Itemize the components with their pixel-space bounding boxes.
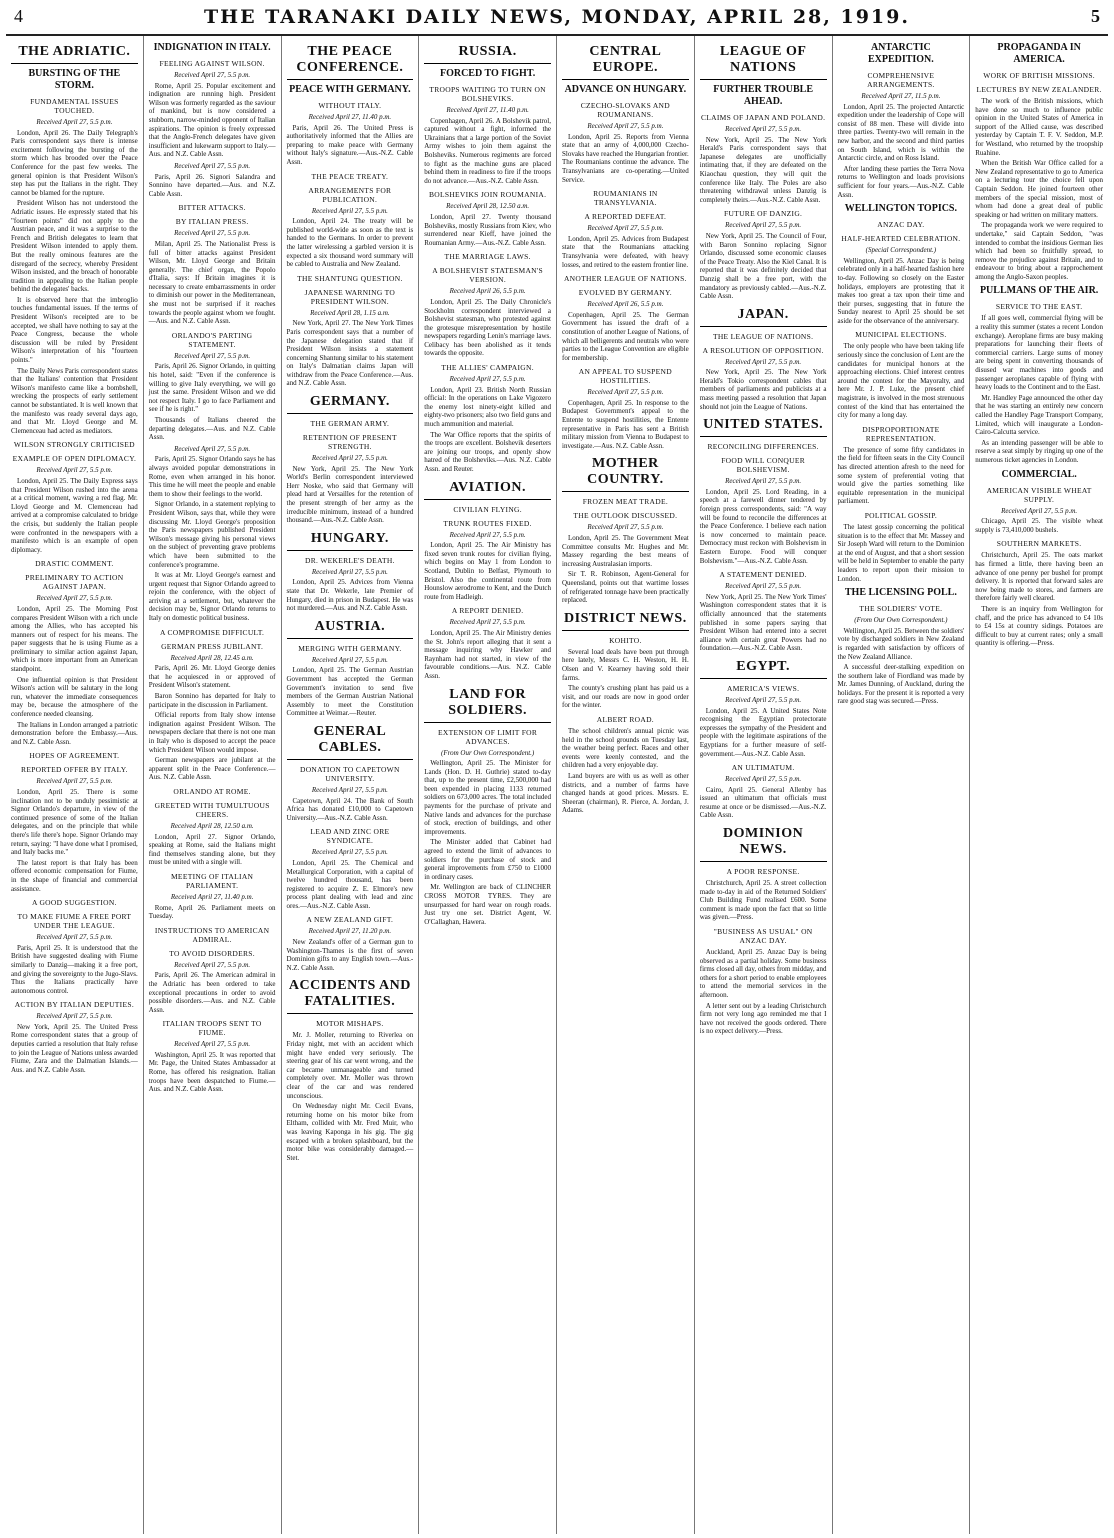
subheading: BOLSHEVIKS JOIN ROUMANIA. xyxy=(428,190,547,200)
column-6 xyxy=(695,36,833,1534)
subheading: THE OUTLOOK DISCUSSED. xyxy=(573,511,678,521)
article-paragraph: Milan, April 25. The Nationalist Press is full of bitter attacks against President Wilson, Mr. Lloyd George and Britain generally. The chief organ, the Popolo d'Italia, says: If Britain imagines it is necessary to create embarrassments in order to diminish our power in the Mediterranean, she must not be surprised if it reaches towards the people against whom we fought.—Aus. and N.Z. Cable Assn. xyxy=(148,239,276,326)
dateline: Received April 27, 5.5 p.m. xyxy=(311,567,388,576)
article-headline: PULLMANS OF THE AIR. xyxy=(979,285,1099,297)
dateline: Received April 27, 5.5 p.m. xyxy=(725,695,802,704)
subheading: ITALIAN TROOPS SENT TO FIUME. xyxy=(162,1019,262,1038)
subheading: PRELIMINARY TO ACTION AGAINST JAPAN. xyxy=(25,573,124,592)
dateline: Received April 27, 5.5 p.m. xyxy=(725,582,802,591)
subheading: SERVICE TO THE EAST. xyxy=(995,302,1083,312)
article-paragraph: London, April 25. The Chemical and Metallurgical Corporation, with a capital of twelve hundred thousand, has been registered to acquire Z. E. Elmore's new process plant dealing with lead and zinc ores.—Aus.-N.Z. Cable Assn. xyxy=(286,858,414,910)
subheading: MUNICIPAL ELECTIONS. xyxy=(855,330,947,340)
subheading: CZECHO-SLOVAKS AND ROUMANIANS. xyxy=(580,101,670,119)
subheading: EVOLVED BY GERMANY. xyxy=(578,288,672,298)
subheading: LEAD AND ZINC ORE SYNDICATE. xyxy=(310,827,390,846)
article-headline: FURTHER TROUBLE AHEAD. xyxy=(713,84,813,107)
subheading: A RESOLUTION OF OPPOSITION. xyxy=(702,345,824,355)
article-paragraph: London, April 25. The Government Meat Committee consults Mr. Hughes and Mr. Massey regarding the best means of increasing Australasian imports. xyxy=(562,534,689,568)
article-paragraph: Mr. Wellington are back of CLINCHER CROSS MOTOR TYRES. They are unsurpassed for hard wear on rough roads. Just try one set. District Agent, W. O'Callaghan, Hawera. xyxy=(424,883,551,926)
article-paragraph: London, April 25. Reports from Vienna state that an army of 4,000,000 Czecho-Slovaks have reached the Hungarian frontier. The Roumanians continue the advance. The Transylvanians are co-operating.—United Service. xyxy=(562,132,689,184)
dateline: Received April 26, 5.5 p.m. xyxy=(587,300,664,309)
article-paragraph: New York, April 25. The New York Herald's Tokio correspondent cables that members of parliaments and publicists at a mass meeting passed a resolution that Japan should not join the League of Nations. xyxy=(699,368,827,411)
article-paragraph: New York, April 27. The New York Times Paris correspondent says that a number of the Japanese delegation stated that if President Wilson insists a statement concerning Shantung similar to his statement on Italy's Dalmatian claims Japan will withdraw from the Peace Conference.—Aus. and N.Z. Cable Assn. xyxy=(286,319,414,388)
subheading: DONATION TO CAPETOWN UNIVERSITY. xyxy=(300,764,400,783)
subheading: A NEW ZEALAND GIFT. xyxy=(306,915,394,925)
article-paragraph: When the British War Office called for a New Zealand representative to go to America on a lecturing tour the choice fell upon Captain Seddon. He joined fourteen other members of the special mission, most of whom had done a great deal of public speaking or had written on military matters. xyxy=(975,159,1103,219)
article-paragraph: The only people who have been taking life seriously since the conclusion of Lent are the candidates for municipal honors at the approaching elections. Chief interest centres around the contest for the Mayoralty, and here Mr. J. P. Luke, the present chief magistrate, is involved in the most strenuous contest of the kind that has entertained the city for many a long day. xyxy=(837,342,965,420)
subheading: SOUTHERN MARKETS. xyxy=(996,539,1082,549)
subheading: ANOTHER LEAGUE OF NATIONS. xyxy=(563,274,687,284)
article-paragraph: Mr. Handley Page announced the other day that he was starting an entirely new concern called the Handley Page Transport Company, Limited, which will inaugurate a London-Cairo-Calcutta service. xyxy=(975,393,1103,437)
subheading: MERGING WITH GERMANY. xyxy=(298,643,402,653)
subheading: A REPORT DENIED. xyxy=(451,606,524,616)
article-headline: PROPAGANDA IN AMERICA. xyxy=(997,42,1081,65)
article-paragraph: Sir T. R. Robinson, Agent-General for Queensland, points out that wartime losses of refrigerated tonnage have been practically replaced. xyxy=(562,570,689,605)
article-paragraph: There is an inquiry from Wellington for chaff, and the price has advanced to £4 10s to £4 15s at country sidings. Potatoes are difficult to buy at current rates; only a small quantity is offering.—Press. xyxy=(975,604,1103,648)
article-paragraph: Paris, April 26. Signori Salandra and Sonnino have departed.—Aus. and N.Z. Cable Assn. xyxy=(148,172,276,198)
article-paragraph: London, April 25. The German Austrian Government has accepted the German Government's invitation to send five members of the German Austrian National Assembly to meet the Constitution Committee at Weimar.—Reuter. xyxy=(286,666,414,718)
subheading: THE SHANTUNG QUESTION. xyxy=(297,273,403,283)
article-paragraph: Washington, April 25. It was reported that Mr. Page, the United States Ambassador at Rome, has offered his resignation. Italian troops have been despatched to Fiume.—Aus. and N.Z. Cable Assn. xyxy=(148,1050,276,1094)
subheading: FROZEN MEAT TRADE. xyxy=(582,497,669,507)
article-paragraph: Copenhagen, April 25. The German Government has issued the draft of a constitution of another League of Nations, of which all belligerents and neutrals who were parties to the League Convention are eligible for membership. xyxy=(562,310,689,362)
subheading: JAPANESE WARNING TO PRESIDENT WILSON. xyxy=(304,287,396,306)
article-paragraph: The school children's annual picnic was held in the school grounds on Tuesday last, the weather being perfect. Races and other events were keenly contested, and the children had a very enjoyable day. xyxy=(562,726,689,770)
subheading: A REPORTED DEFEAT. xyxy=(584,212,667,222)
article-paragraph: New York, April 25. The New York World's Berlin correspondent interviewed Herr Noske, who said that Germany will plead hard at Versailles for the retention of the present strength of her army as the irreducible minimum, instead of a hundred thousand.—Aus.-N.Z. Cable Assn. xyxy=(286,464,414,525)
dateline: Received April 27, 5.5 p.m. xyxy=(36,466,113,475)
dateline: Received April 27, 5.5 p.m. xyxy=(311,848,388,857)
subheading: ROUMANIANS IN TRANSYLVANIA. xyxy=(593,189,658,208)
article-paragraph: London, April 25. A United States Note recognising the Egyptian protectorate expresses the sympathy of the President and people with the legitimate aspirations of the Egyptians for a further measure of self-government.—Aus.-N.Z. Cable Assn. xyxy=(699,706,827,758)
column-3 xyxy=(282,36,420,1534)
dateline: Received April 27, 5.5 p.m. xyxy=(311,454,388,463)
dateline: Received April 27, 5.5 p.m. xyxy=(174,161,251,170)
subheading: AN ULTIMATUM. xyxy=(731,763,795,773)
article-paragraph: Land buyers are with us as well as other districts, and a number of farms have changed hands at good prices. Messrs. E. Sheeran (chairman), R. Pierce, A. Jordan, J. Adams. xyxy=(562,771,689,815)
subheading: ACTION BY ITALIAN DEPUTIES. xyxy=(14,1000,135,1010)
dateline: Received April 27, 5.5 p.m. xyxy=(36,594,113,603)
dateline: Received April 27, 5.5 p.m. xyxy=(174,1040,251,1049)
subheading: TRUNK ROUTES FIXED. xyxy=(443,518,532,528)
column-2 xyxy=(144,36,282,1534)
dateline: Received April 27, 5.5 p.m. xyxy=(174,71,251,79)
subheading: ARRANGEMENTS FOR PUBLICATION. xyxy=(308,185,392,204)
article-paragraph: The War Office reports that the spirits of the troops are excellent. Bolshevik deserters are joining our troops, and openly show hatred of the Bolsheviks.—Aus. N.Z. Cable Assn. and Reuter. xyxy=(424,430,551,473)
article-paragraph: Signor Orlando, in a statement replying to President Wilson, says that, while they were discussing Mr. Lloyd George's proposition the Paris newspapers published President Wilson's message giving his personal views on the subject of preventing grave problems which have been submitted to the conference's programme. xyxy=(148,500,276,569)
dateline: Received April 28, 1.15 a.m. xyxy=(310,308,390,317)
section-headline: AVIATION. xyxy=(424,480,551,500)
dateline: Received April 27, 5.5 p.m. xyxy=(587,224,664,233)
article-paragraph: The Daily News Paris correspondent states that the Italians' contention that President Wilson's manifesto came like a bombshell, wrecking the prospects of early settlement cannot be substantiated. It is well known that the manifesto was ready several days ago, and that Mr. Lloyd George and M. Clemenceau had acted as mediators. xyxy=(11,366,138,435)
article-paragraph: London, April 25. Advices from Vienna state that Dr. Wekerle, late Premier of Hungary, died in prison in Budapest. He was not murdered.—Aus. and N.Z. Cable Assn. xyxy=(286,578,414,613)
subheading: A POOR RESPONSE. xyxy=(726,867,800,877)
dateline: Received April 27, 5.5 p.m. xyxy=(725,221,802,230)
article-paragraph: Paris, April 26. The United Press is authoritatively informed that the Allies are preparing to make peace with Germany without Italy's signature.—Aus.-N.Z. Cable Assn. xyxy=(286,123,414,166)
subheading: TO AVOID DISORDERS. xyxy=(169,948,255,958)
dateline: Received April 27, 5.5 p.m. xyxy=(36,1012,113,1021)
article-headline: INDIGNATION IN ITALY. xyxy=(153,42,271,53)
dateline: Received April 27, 5.5 p.m. xyxy=(587,388,664,397)
subheading: ANZAC DAY. xyxy=(877,220,925,230)
section-headline: DISTRICT NEWS. xyxy=(562,611,689,631)
article-paragraph: Wellington, April 25. The Minister for Lands (Hon. D. H. Guthrie) stated to-day that, up to the present time, £2,500,000 had been expended in placing 1133 returned soldiers on 673,000 acres. The total included payments for the purchase of private and Native lands and advances for the purchase of stock, erection of buildings, and other improvements. xyxy=(424,759,551,836)
section-headline: MOTHER COUNTRY. xyxy=(562,456,689,492)
section-headline: ACCIDENTS AND FATALITIES. xyxy=(287,978,414,1014)
section-headline: HUNGARY. xyxy=(287,531,414,551)
subheading: CIVILIAN FLYING. xyxy=(453,504,522,514)
subheading: AN APPEAL TO SUSPEND HOSTILITIES. xyxy=(578,367,672,386)
subheading: A COMPROMISE DIFFICULT. xyxy=(160,627,265,637)
section-headline: THE ADRIATIC. xyxy=(11,44,138,64)
subheading: ALBERT ROAD. xyxy=(596,714,654,724)
article-paragraph: The latest report is that Italy has been offered economic compensation for Fiume, in the shape of financial and commercial assistance. xyxy=(11,858,138,893)
article-paragraph: Cairo, April 25. General Allenby has issued an ultimatum that officials must resume at once or be dismissed.—Aus.-N.Z. Cable Assn. xyxy=(699,785,827,820)
article-paragraph: As an intending passenger will be able to reserve a seat simply by ringing up one of the numerous ticket agencies in London. xyxy=(975,438,1103,464)
page-number: 5 xyxy=(1091,6,1100,26)
dateline: Received April 27, 5.5 p.m. xyxy=(311,206,388,215)
dateline: Received April 27, 5.5 p.m. xyxy=(725,477,802,486)
dateline: (From Our Own Correspondent.) xyxy=(441,748,535,757)
dateline: Received April 27, 5.5 p.m. xyxy=(449,618,526,627)
article-paragraph: Wellington, April 25. Anzac Day is being celebrated only in a half-hearted fashion here to-day. Following so closely on the Easter holidays, employers are protesting that it makes too great a tax upon their time and their purses, suggesting that in future the Sunday nearest to April 25 should be set aside for the observance of the anniversary. xyxy=(837,256,965,325)
subheading: A GOOD SUGGESTION. xyxy=(31,898,117,908)
subheading: ORLANDO'S PARTING STATEMENT. xyxy=(171,330,253,349)
subheading: INSTRUCTIONS TO AMERICAN ADMIRAL. xyxy=(154,925,270,944)
column-7 xyxy=(833,36,971,1534)
article-paragraph: The work of the British missions, which have done so much to influence public opinion in the United States of America in support of the Allied cause, was described yesterday by Captain T. F. V. Seddon, M.P. for Westland, who returned by the troopship Ruahine. xyxy=(975,97,1103,157)
article-headline: WELLINGTON TOPICS. xyxy=(844,203,957,215)
subheading: FEELING AGAINST WILSON. xyxy=(159,59,265,68)
article-paragraph: New Zealand's offer of a German gun to Washington-Thames is the first of seven Dominion gifts to any English town.—Aus.-N.Z. Cable Assn. xyxy=(286,938,414,972)
article-headline: ANTARCTIC EXPEDITION. xyxy=(867,42,934,65)
dateline: Received April 27, 11.40 p.m. xyxy=(170,892,254,901)
dateline: Received April 27, 5.5 p.m. xyxy=(174,444,251,453)
dateline: (From Our Own Correspondent.) xyxy=(854,616,948,625)
section-headline: RUSSIA. xyxy=(424,44,551,64)
section-headline: AUSTRIA. xyxy=(287,619,414,639)
article-paragraph: London, April 25. The projected Antarctic expedition under the leadership of Cope will consist of 88 men. These will divide into three parties. Twenty-two will remain in the new harbor, and the second and third parties on South Island, which is within the Antarctic circle, and on Ross Island. xyxy=(837,102,965,163)
article-paragraph: London, April 25. The Air Ministry denies the St. John's report alleging that it sent a message inquiring why Hawker and Raynham had not started, in view of the favourable conditions.—Aus. N.Z. Cable Assn. xyxy=(424,628,551,680)
subheading: GREETED WITH TUMULTUOUS CHEERS. xyxy=(154,800,270,819)
dateline: Received April 27, 11.5 p.m. xyxy=(861,92,941,100)
subheading: MOTOR MISHAPS. xyxy=(316,1019,384,1029)
subheading: GERMAN PRESS JUBILANT. xyxy=(161,641,264,651)
article-paragraph: London, April 25. There is some inclination not to be unduly pessimistic at Signor Orlando's departure, in view of the continued presence of some of the Italian delegates, and on the principle that while there's life there's hope. Signor Orlando may return, saying: "I have done what I promised, and Italy backs me." xyxy=(11,788,138,857)
article-paragraph: Paris, April 26. Mr. Lloyd George denies that he acquiesced in or approved of President Wilson's statement. xyxy=(148,664,276,690)
subheading: THE PEACE TREATY. xyxy=(311,171,389,181)
subheading: "BUSINESS AS USUAL" ON ANZAC DAY. xyxy=(713,927,813,946)
dateline: Received April 27, 5.5 p.m. xyxy=(36,118,113,126)
dateline: Received April 27, 11.40 p.m. xyxy=(446,106,529,114)
section-headline: GERMANY. xyxy=(287,394,414,414)
article-paragraph: German newspapers are jubilant at the apparent split in the Peace Conference.—Aus. N.Z. Cable Assn. xyxy=(148,756,276,782)
dateline: Received April 28, 12.50 a.m. xyxy=(170,821,254,830)
masthead xyxy=(6,0,1108,36)
subheading: WITHOUT ITALY. xyxy=(318,101,382,110)
subheading: RECONCILING DIFFERENCES. xyxy=(707,442,819,452)
dateline: Received April 27, 5.5 p.m. xyxy=(587,122,664,130)
subheading: HOPES OF AGREEMENT. xyxy=(29,751,120,761)
subheading: THE MARRIAGE LAWS. xyxy=(444,252,531,262)
subheading: A BOLSHEVIST STATESMAN'S VERSION. xyxy=(432,266,543,285)
dateline: Received April 28, 12.45 a.m. xyxy=(170,653,254,662)
dateline: Received April 27, 5.5 p.m. xyxy=(725,357,802,366)
newspaper-title: THE TARANAKI DAILY NEWS, MONDAY, APRIL 28, 1919. xyxy=(204,6,910,28)
article-paragraph: Rome, April 26. Parliament meets on Tuesday. xyxy=(148,903,276,921)
subheading: EXTENSION OF LIMIT FOR ADVANCES. xyxy=(438,727,538,746)
subheading: ORLANDO AT ROME. xyxy=(173,786,251,796)
section-headline: GENERAL CABLES. xyxy=(287,724,414,760)
dateline: Received April 26, 5.5 p.m. xyxy=(449,287,526,296)
section-headline: LEAGUE OF NATIONS xyxy=(700,44,827,80)
subheading: THE ALLIES' CAMPAIGN. xyxy=(441,363,534,373)
article-paragraph: A letter sent out by a leading Christchurch firm not very long ago reminded me that I have not received the goods ordered. There is no expect delivery.—Press. xyxy=(699,1001,827,1036)
column-4 xyxy=(419,36,557,1534)
subheading: DR. WEKERLE'S DEATH. xyxy=(305,555,395,565)
article-paragraph: The latest gossip concerning the political situation is to the effect that Mr. Massey and Sir Joseph Ward will return to the Dominion at the end of August, and that a short session will be held in September to enable the party leaders to report upon their mission to London. xyxy=(837,522,965,583)
dateline: (Special Correspondent.) xyxy=(865,246,937,255)
subheading: FUNDAMENTAL ISSUES TOUCHED. xyxy=(30,97,119,115)
article-paragraph: President Wilson has not understood the Adriatic issues. He expressly stated that his "fourteen points" did not apply to the Austrian peace, and it was a surprise to the French and British delegates to learn that President Wilson intended to apply them. But the really ominous features are the disregard of the secrecy, whereby President Wilson insisted, and the breach of honorable tradition in appealing to the Italian people behind the delegates' backs. xyxy=(11,199,138,294)
article-paragraph: It is observed here that the imbroglio touches fundamental issues. If the terms of President Wilson's receipted are to be accepted, we shall have nothing to say at the Peace Congress, because the whole discussion will be ruled by President Wilson's interpretation of his "fourteen points." xyxy=(11,295,138,365)
subheading: BITTER ATTACKS. xyxy=(178,203,246,213)
article-paragraph: One influential opinion is that President Wilson's action will be salutary in the long run, whatever the immediate consequences may be, because the atmosphere of the conference needed cleansing. xyxy=(11,675,138,719)
article-headline: THE LICENSING POLL. xyxy=(844,587,957,599)
column-1 xyxy=(6,36,144,1534)
columns-container xyxy=(6,36,1108,1534)
subheading: WILSON STRONGLY CRITICISED xyxy=(13,440,135,450)
subheading: BY ITALIAN PRESS. xyxy=(175,217,249,227)
article-paragraph: Several load deals have been put through here lately, Messrs C. H. Weston, H. H. Olsen and V. Kearney having sold their farms. xyxy=(562,647,689,682)
dateline: Received April 27, 5.5 p.m. xyxy=(36,933,113,942)
article-paragraph: The county's crushing plant has paid us a visit, and our roads are now in good order for the winter. xyxy=(562,684,689,710)
article-paragraph: Copenhagen, April 26. A Bolshevik patrol, captured without a fight, informed the Ukrainians that a large portion of the Soviet Army wishes to join them against the Bolsheviks. Numerous regiments are forced to fight as the machine guns are placed behind them in readiness to fire if the troops do not advance.—Aus.-N.Z. Cable Assn. xyxy=(424,116,551,185)
article-paragraph: Paris, April 25. It is understood that the British have suggested dealing with Fiume similarly to Danzig—making it a free port, and giving the sovereignty to the Jugo-Slavs. Thus the Italians practically have autonomous control. xyxy=(11,943,138,995)
article-paragraph: Mr. J. Moller, returning to Riverlea on Friday night, met with an accident which might have ended very seriously. The steering gear of his car went wrong, and the car became unmanageable and turned completely over. Mr. Moller was thrown clear of the car and was rendered unconscious. xyxy=(286,1031,414,1100)
subheading: DRASTIC COMMENT. xyxy=(35,559,114,569)
article-paragraph: Thousands of Italians cheered the departing delegates.—Aus. and N.Z. Cable Assn. xyxy=(148,416,276,442)
dateline: Received April 27, 5.5 p.m. xyxy=(174,351,251,360)
dateline: Received April 28, 12.50 a.m. xyxy=(446,202,530,211)
article-headline: PEACE WITH GERMANY. xyxy=(289,84,411,95)
article-paragraph: If all goes well, commercial flying will be a reality this summer (states a recent London exchange). Aeroplane firms are busy making preparations for launching their fleets of commercial carriers. Large sums of money are being spent in converting thousands of disused war machines into goods and passenger aeroplanes capable of flying with heavy loads to the Continent and to the East. xyxy=(975,314,1103,392)
subheading: DISPROPORTIONATE REPRESENTATION. xyxy=(862,424,940,443)
subheading: HALF-HEARTED CELEBRATION. xyxy=(841,234,961,244)
article-paragraph: Paris, April 26. The American admiral in the Adriatic has been ordered to take exceptional precautions in order to avoid possible disorders.—Aus. and N.Z. Cable Assn. xyxy=(148,971,276,1014)
article-paragraph: After landing these parties the Terra Nova returns to Wellington and loads provisions sufficient for four years.—Aus.-N.Z. Cable Assn. xyxy=(837,164,965,199)
subheading: LECTURES BY NEW ZEALANDER. xyxy=(976,85,1102,94)
subheading: REPORTED OFFER BY ITALY. xyxy=(21,765,128,775)
dateline: Received April 27, 5.5 p.m. xyxy=(449,530,526,539)
article-paragraph: London, April 26. The Daily Telegraph's Paris correspondent says there is intense excitement following the bursting of the storm which has brooded over the Peace Conference for the past few weeks. The general opinion is that President Wilson's step has put the Italians in the right. They cannot be blamed for the rupture. xyxy=(11,128,138,197)
dateline: Received April 27, 11.20 p.m. xyxy=(308,927,392,936)
article-paragraph: The propaganda work we were required to undertake," said Captain Seddon, "was intended to combat the insidious German lies which had been so fruitfully spread, to remove the prejudice against Britain, and to endeavour to bring about a rapprochement among the Anglo-Saxon peoples. xyxy=(975,221,1103,281)
article-paragraph: Baron Sonnino has departed for Italy to participate in the discussion in Parliament. xyxy=(148,692,276,709)
section-headline: LAND FOR SOLDIERS. xyxy=(424,687,551,723)
article-paragraph: Paris, April 25. Signor Orlando says he has always avoided popular demonstrations in Rome, even when arranged in his honor. This time he will meet the people and enable them to show their feelings to the world. xyxy=(148,455,276,498)
article-paragraph: New York, April 25. The United Press Rome correspondent states that a group of deputies carried a resolution that Italy refuse to join the League of Nations unless awarded Fiume, Zara and the Dalmatian Islands.—Aus. and N.Z. Cable Assn. xyxy=(11,1022,138,1074)
article-paragraph: London, April 24. The treaty will be published world-wide as soon as the text is handed to the Germans. In order to prevent the latter wirelessing a garbled version it is expected a six thousand word summary will be cabled to Australia and New Zealand. xyxy=(286,217,414,269)
article-paragraph: Rome, April 25. Popular excitement and indignation are running high. President Wilson was formerly regarded as the saviour of mankind, but is now considered a stubborn, narrow-minded opponent of Italian aspirations. The opinion is freely expressed that the Anglo-French delegates have given insufficient and lukewarm support to Italy.—Aus. and N.Z. Cable Assn. xyxy=(148,81,276,159)
dateline: Received April 27, 5.5 p.m. xyxy=(36,777,113,786)
article-paragraph: The Minister added that Cabinet had agreed to extend the limit of advances to soldiers for the purchase of stock and general improvements from £750 to £1000 in ordinary cases. xyxy=(424,838,551,881)
dateline: Received April 27, 5.5 p.m. xyxy=(587,523,664,532)
subheading: THE SOLDIERS' VOTE. xyxy=(859,604,943,614)
article-paragraph: London, April 27. Twenty thousand Bolsheviks, mostly Russians from Kiev, who surrendered near Kieff, have joined the Roumanian Army.—Aus.-N.Z. Cable Assn. xyxy=(424,212,551,247)
article-paragraph: A successful deer-stalking expedition on the southern lake of Fiordland was made by Mr. James Dunning, of Auckland, during the holidays. For the present it is reported a very rare good stag was secured.—Press. xyxy=(837,663,965,706)
dateline: Received April 27, 5.5 p.m. xyxy=(725,125,802,133)
article-paragraph: London, April 25. Advices from Budapest state that the Roumanians attacking Transylvania were defeated, with heavy losses, and retired to the eastern frontier line. xyxy=(562,234,689,269)
article-paragraph: Copenhagen, April 25. In response to the Budapest Government's appeal to the Entente to suspend hostilities, the Entente representative in Paris has sent a British military mission from Vienna to Budapest to investigate.—Aus. N.Z. Cable Assn. xyxy=(562,398,689,450)
article-paragraph: Paris, April 26. Signor Orlando, in quitting his hotel, said: "Even if the conference is willing to give Italy everything, we will go just the same. President Wilson and we did not respect Italy. I go to face Parliament and see if he is right." xyxy=(148,362,276,414)
subheading: MEETING OF ITALIAN PARLIAMENT. xyxy=(170,871,254,890)
section-headline: THE PEACE CONFERENCE. xyxy=(287,44,414,80)
article-paragraph: Auckland, April 25. Anzac Day is being observed as a partial holiday. Some business firms closed all day, others from midday, and others for a short period to enable employees to attend the memorial services in the afternoon. xyxy=(699,948,827,999)
subheading: A STATEMENT DENIED. xyxy=(719,570,807,580)
article-paragraph: Christchurch, April 25. The oats market has firmed a little, there having been an advance of one penny per bushel for prompt delivery. It is reported that forward sales are now being made to stores, and farmers are therefore fairly well cleared. xyxy=(975,551,1103,603)
dateline: Received April 27, 5.5 p.m. xyxy=(725,775,802,784)
article-paragraph: London, April 25. Lord Reading, in a speech at a farewell dinner tendered by foreign press correspondents, said: "A way will be found to reconcile the differences at the Peace Conference. I believe each nation is now concerned to maintain peace. Democracy must reckon with Bolshevism in Eastern Europe. Food will conquer Bolshevism."—Aus.-N.Z. Cable Assn. xyxy=(699,487,827,565)
subheading: FOOD WILL CONQUER BOLSHEVISM. xyxy=(721,456,806,475)
article-headline: BURSTING OF THE STORM. xyxy=(28,68,121,91)
dateline: Received April 27, 5.5 p.m. xyxy=(174,960,251,969)
dateline: Received April 27, 5.5 p.m. xyxy=(449,375,526,384)
article-paragraph: Official reports from Italy show intense indignation against President Wilson. The newspapers declare that there is not one man in Italy who is disposed to accept the peace which President Wilson would impose. xyxy=(148,711,276,754)
subheading: THE LEAGUE OF NATIONS. xyxy=(712,331,814,341)
section-headline: CENTRAL EUROPE. xyxy=(562,44,689,80)
article-paragraph: London, April 25. The Air Ministry has fixed seven trunk routes for civilian flying, which begins on May 1 from London to Scotland, Dublin to Belfast, Plymouth to Bristol. Also the continental route from Hounslow aerodrome to Kent, and the Dutch route from Hadleigh. xyxy=(424,541,551,601)
subheading: POLITICAL GOSSIP. xyxy=(864,510,938,520)
subheading: WORK OF BRITISH MISSIONS. xyxy=(983,71,1095,80)
article-headline: ADVANCE ON HUNGARY. xyxy=(564,84,687,95)
subheading: TO MAKE FIUME A FREE PORT UNDER THE LEAGUE. xyxy=(17,912,132,931)
dateline: Received April 27, 5.5 p.m. xyxy=(174,229,251,238)
column-5 xyxy=(557,36,695,1534)
section-headline: UNITED STATES. xyxy=(700,417,827,437)
subheading: AMERICA'S VIEWS. xyxy=(726,683,800,693)
dateline: Received April 27, 5.5 p.m. xyxy=(311,785,388,794)
subheading: FUTURE OF DANZIG. xyxy=(724,209,803,219)
section-headline: DOMINION NEWS. xyxy=(700,826,827,862)
article-paragraph: New York, April 25. The New York Times' Washington correspondent states that it is officially announced that the statements published in some papers saying that President Wilson had entered into a secret alliance with certain great Powers had no foundation.—Aus.-N.Z. Cable Assn. xyxy=(699,592,827,653)
subheading: COMPREHENSIVE ARRANGEMENTS. xyxy=(867,71,935,89)
article-paragraph: New York, April 25. The New York Herald's Paris correspondent says that Japanese delegates are unofficially intimating that, if they are defeated on the Kiaochau question, they will quit the conference like Italy. The Poles are also threatening withdrawal unless Danzig is completely theirs.—Aus.-N.Z. Cable Assn. xyxy=(699,135,827,204)
article-headline: FORCED TO FIGHT. xyxy=(439,68,536,79)
subheading: AMERICAN VISIBLE WHEAT SUPPLY. xyxy=(986,485,1092,504)
column-8 xyxy=(970,36,1108,1534)
subheading: KOHITO. xyxy=(609,635,642,645)
dateline: Received April 27, 5.5 p.m. xyxy=(1001,506,1078,515)
article-paragraph: London, April 27. Signor Orlando, speaking at Rome, said the Italians might find themselves standing alone, but they must be united with a single will. xyxy=(148,832,276,867)
article-paragraph: The presence of some fifty candidates in the field for fifteen seats in the City Council has directed attention afresh to the need for some system of preferential voting that would give the parties something like equitable representation in the municipal parliament. xyxy=(837,445,965,506)
article-paragraph: Wellington, April 25. Between the soldiers' vote by discharged soldiers in New Zealand is regarded with satisfaction by officers of the New Zealand Alliance. xyxy=(837,626,965,661)
section-headline: JAPAN. xyxy=(700,307,827,327)
page-mark: 4 xyxy=(14,6,23,26)
section-headline: EGYPT. xyxy=(700,659,827,679)
subheading: EXAMPLE OF OPEN DIPLOMACY. xyxy=(12,454,137,464)
subheading: CLAIMS OF JAPAN AND POLAND. xyxy=(700,113,826,122)
article-paragraph: It was at Mr. Lloyd George's earnest and urgent request that Signor Orlando agreed to rejoin the conference, with the object of arriving at a settlement, but, whatever the decision may be, Signor Orlando returns to Italy on domestic political business. xyxy=(148,571,276,623)
subheading: THE GERMAN ARMY. xyxy=(310,419,390,429)
article-headline: COMMERCIAL. xyxy=(1001,468,1077,480)
dateline: Received April 27, 5.5 p.m. xyxy=(311,655,388,664)
subheading: RETENTION OF PRESENT STRENGTH. xyxy=(302,433,397,452)
article-paragraph: London, April 25. The Daily Express says that President Wilson rushed into the arena at a critical moment, waving a red flag. Mr. Lloyd George and M. Clemenceau had arrived at a compromise calculated to bridge the crisis, but suddenly the Italian people were confronted in the newspapers with a manifesto which is an example of open diplomacy. xyxy=(11,476,138,554)
article-paragraph: Capetown, April 24. The Bank of South Africa has donated £10,000 to Capetown University.—Aus.-N.Z. Cable Assn. xyxy=(286,796,414,822)
article-paragraph: London, April 23. British North Russian official: In the operations on Lake Vigozero the enemy lost ninety-eight killed and eighty-two prisoners; also two field guns and much ammunition and material. xyxy=(424,385,551,429)
article-paragraph: New York, April 25. The Council of Four, with Baron Sonnino replacing Signor Orlando, discussed some economic clauses of the Peace Treaty. Also the Kiel Canal. It is reported that it was definitely decided that Danzig shall be a free port, with the mandatory as previously cabled.—Aus.-N.Z. Cable Assn. xyxy=(699,231,827,301)
article-paragraph: London, April 25. The Daily Chronicle's Stockholm correspondent interviewed a Bolshevist statesman, who protested against the grotesque misrepresentation by hostile newspapers regarding Lenin's marriage laws. Celibacy has been abolished as it tends towards the opposite. xyxy=(424,297,551,358)
article-paragraph: Christchurch, April 25. A street collection made to-day in aid of the Returned Soldiers' Club Building Fund realised £600. Some comment is made upon the fact that so little was given.—Press. xyxy=(699,879,827,922)
article-paragraph: On Wednesday night Mr. Cecil Evans, returning home on his motor bike from Eltham, collided with Mr. Fred Muir, who was leaving Kaponga in his gig. The gig escaped with a broken splashboard, but the motor bike was considerably damaged.—Stet. xyxy=(286,1102,414,1162)
article-paragraph: London, April 25. The Morning Post compares President Wilson with a rich uncle among the Allies, who has accepted his manners out of respect for his means. The paper suggests that he is using Fiume as a preliminary to similar action against Japan, which is more important from an American standpoint. xyxy=(11,604,138,674)
dateline: Received April 27, 11.40 p.m. xyxy=(308,113,392,121)
article-paragraph: Chicago, April 25. The visible wheat supply is 73,410,000 bushels. xyxy=(975,517,1103,534)
subheading: TROOPS WAITING TO TURN ON BOLSHEVIKS. xyxy=(429,85,546,103)
article-paragraph: The Italians in London arranged a patriotic demonstration before the Embassy.—Aus. and N.Z. Cable Assn. xyxy=(11,720,138,746)
